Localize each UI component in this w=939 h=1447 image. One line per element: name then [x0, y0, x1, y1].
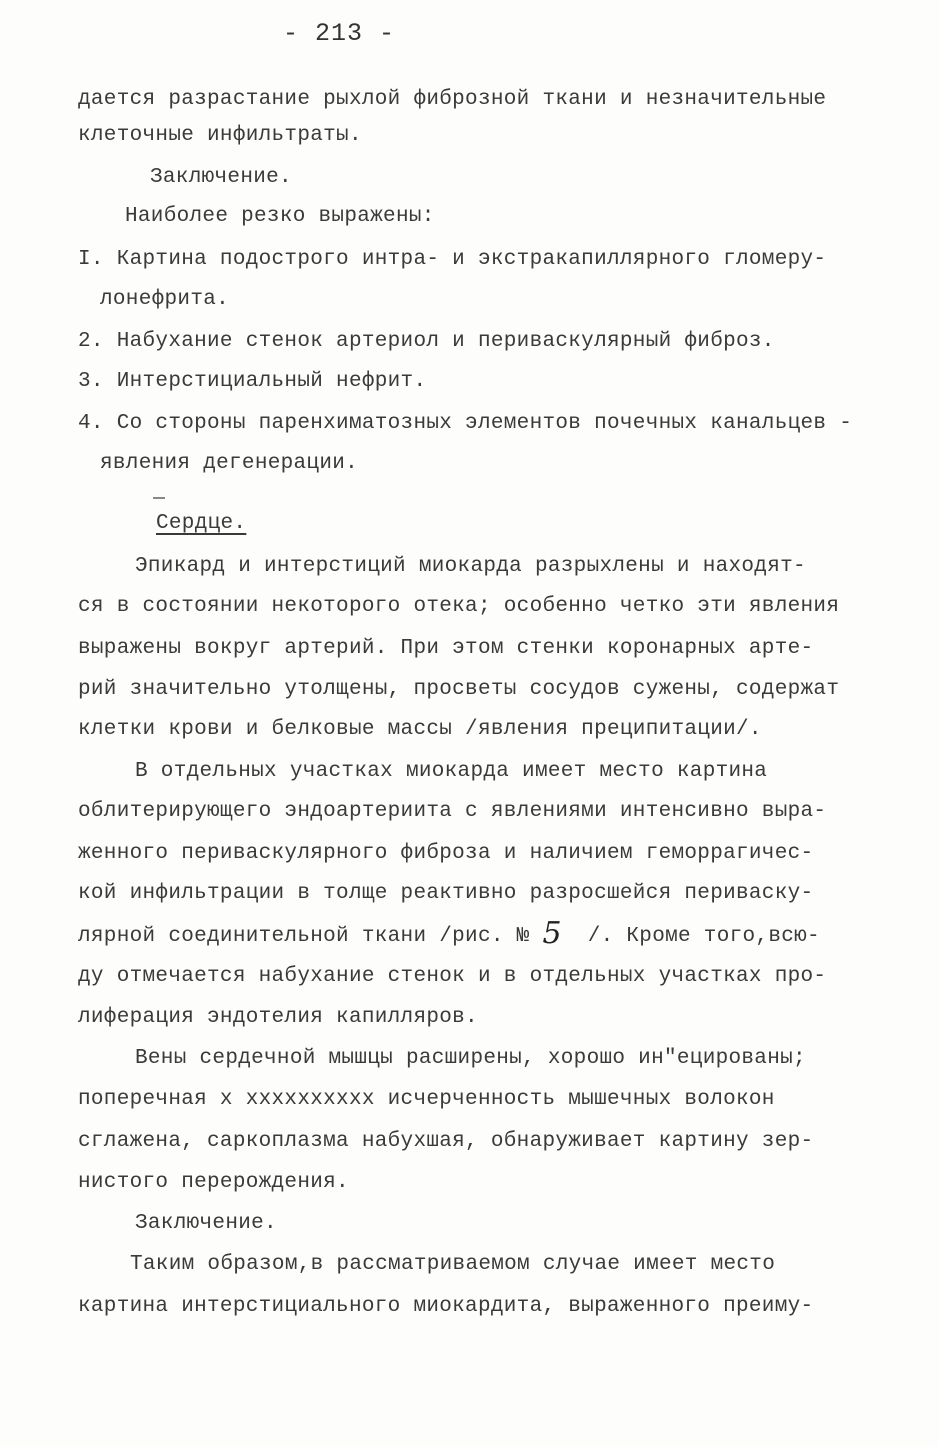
page-number: - 213 - — [283, 19, 396, 48]
text-line: лонефрита. — [100, 288, 230, 311]
text-line: поперечная х хххххххххх исчерченность мышечных волокон — [78, 1088, 775, 1111]
text-line: Таким образом,в рассматриваемом случае имеет место — [130, 1253, 776, 1276]
stray-mark — [153, 497, 165, 499]
list-item: 3. Интерстициальный нефрит. — [78, 370, 427, 393]
text-line: ся в состоянии некоторого отека; особенно четко эти явления — [78, 595, 840, 618]
text-line: клеточные инфильтраты. — [78, 124, 362, 147]
list-item: 2. Набухание стенок артериол и периваскулярный фиброз. — [78, 330, 775, 353]
text-fragment: /. Кроме того,всю- — [587, 925, 820, 948]
text-line: рий значительно утолщены, просветы сосудов сужены, содержат — [78, 678, 840, 701]
text-line: кой инфильтрации в толще реактивно разросшейся периваску- — [78, 882, 814, 905]
text-line: сглажена, саркоплазма набухшая, обнаруживает картину зер- — [78, 1130, 814, 1153]
list-item: I. Картина подострого интра- и экстракапиллярного гломеру- — [78, 248, 827, 271]
section-heading: Заключение. — [135, 1212, 277, 1235]
section-heading: Сердце. — [156, 512, 247, 535]
text-line: клетки крови и белковые массы /явления преципитации/. — [78, 718, 762, 741]
text-line: Наиболее резко выражены: — [125, 205, 435, 228]
text-fragment: лярной соединительной ткани /рис. № — [78, 925, 530, 948]
text-line: ду отмечается набухание стенок и в отдельных участках про- — [78, 965, 827, 988]
handwritten-figure-number: 5 — [542, 916, 562, 951]
text-line: картина интерстициального миокардита, выраженного преиму- — [78, 1295, 814, 1318]
text-line: явления дегенерации. — [100, 452, 359, 475]
text-line: выражены вокруг артерий. При этом стенки коронарных арте- — [78, 637, 814, 660]
text-line: нистого перерождения. — [78, 1171, 349, 1194]
text-line: дается разрастание рыхлой фиброзной ткани и незначительные — [78, 88, 827, 111]
text-line: В отдельных участках миокарда имеет место картина — [135, 760, 768, 783]
section-heading: Заключение. — [150, 166, 292, 189]
text-line: Вены сердечной мышцы расширены, хорошо ин"ецированы; — [135, 1047, 806, 1070]
text-line: женного периваскулярного фиброза и наличием геморрагичес- — [78, 842, 814, 865]
text-line: лиферация эндотелия капилляров. — [78, 1006, 478, 1029]
text-line — [78, 916, 820, 951]
list-item: 4. Со стороны паренхиматозных элементов почечных канальцев - — [78, 412, 853, 435]
text-line: облитерирующего эндоартериита с явлениями интенсивно выра- — [78, 800, 827, 823]
text-line: Эпикард и интерстиций миокарда разрыхлены и находят- — [135, 555, 806, 578]
